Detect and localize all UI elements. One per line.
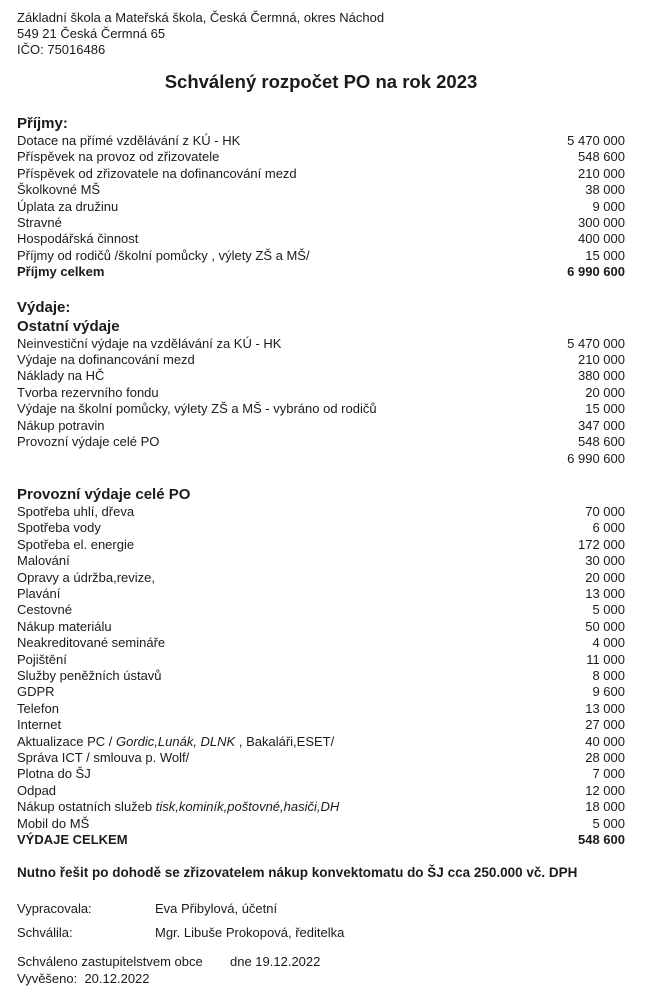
row-label: Spotřeba el. energie xyxy=(17,536,135,552)
row-value: 13 000 xyxy=(585,700,625,716)
row-value: 70 000 xyxy=(585,503,625,519)
posted-line: Vyvěšeno: 20.12.2022 xyxy=(17,970,150,986)
row-label: Opravy a údržba,revize, xyxy=(17,569,156,585)
row-label: Příspěvek na provoz od zřizovatele xyxy=(17,149,220,165)
row-value: 27 000 xyxy=(585,717,625,733)
row-label: Malování xyxy=(17,553,70,569)
row-value: 11 000 xyxy=(586,651,625,667)
row-value: 5 000 xyxy=(592,602,625,618)
row-label: Správa ICT / smlouva p. Wolf/ xyxy=(17,750,190,765)
row-label: Služby peněžních ústavů xyxy=(17,667,162,683)
row-value: 18 000 xyxy=(585,799,625,815)
row-value: 50 000 xyxy=(585,618,625,634)
org-name: Základní škola a Mateřská škola, Česká Čermná, okres Náchod xyxy=(17,10,385,25)
row-label: Hospodářská činnost xyxy=(17,231,139,247)
row-label: Odpad xyxy=(17,782,57,798)
budget-row xyxy=(17,701,625,717)
budget-row xyxy=(17,385,625,401)
row-label: Neakreditované semináře xyxy=(17,635,166,651)
row-label: VÝDAJE CELKEM xyxy=(17,832,128,848)
budget-row xyxy=(17,199,625,215)
row-value: 5 000 xyxy=(592,815,625,831)
row-value: 400 000 xyxy=(578,231,625,247)
budget-row xyxy=(17,684,625,700)
section-prijmy xyxy=(17,114,625,281)
row-value: 5 470 000 xyxy=(567,133,625,148)
row-label: Telefon xyxy=(17,700,59,716)
row-value: 548 600 xyxy=(578,434,625,450)
row-label: Úplata za družinu xyxy=(17,198,119,214)
row-label: Výdaje na dofinancování mezd xyxy=(17,352,195,368)
org-address: 549 21 Česká Čermná 65 xyxy=(17,26,166,41)
row-value: 9 600 xyxy=(592,684,625,700)
row-value: 300 000 xyxy=(578,215,625,231)
signatures xyxy=(17,901,625,941)
budget-row xyxy=(17,717,625,733)
row-value: 548 600 xyxy=(578,832,625,848)
row-value: 6 000 xyxy=(592,520,625,536)
row-value: 9 000 xyxy=(592,198,625,214)
row-label: Tvorba rezervního fondu xyxy=(17,384,159,400)
row-label: Příjmy celkem xyxy=(17,264,105,280)
budget-row xyxy=(17,635,625,651)
signature-name: Eva Přibylová, účetní xyxy=(155,901,278,917)
row-label-part: tisk,kominík,poštovné,hasiči,DH xyxy=(155,799,340,815)
org-header xyxy=(17,10,625,58)
row-value: 172 000 xyxy=(578,536,625,552)
signature-row xyxy=(17,901,625,917)
budget-row xyxy=(17,352,625,368)
budget-row xyxy=(17,537,625,553)
org-ico: IČO: 75016486 xyxy=(17,42,106,57)
row-label: Nákup materiálu xyxy=(17,618,112,634)
row-label: Pojištění xyxy=(17,651,67,667)
row-label: Cestovné xyxy=(17,602,72,618)
row-label xyxy=(17,799,339,815)
signature-name: Mgr. Libuše Prokopová, ředitelka xyxy=(155,925,345,941)
row-value: 210 000 xyxy=(578,165,625,181)
budget-row xyxy=(17,133,625,149)
row-value: 7 000 xyxy=(592,766,625,782)
budget-row xyxy=(17,368,625,384)
budget-row xyxy=(17,504,625,520)
budget-row xyxy=(17,750,625,766)
budget-row xyxy=(17,668,625,684)
row-label-part: Gordic,Lunák, DLNK xyxy=(116,733,236,749)
row-value: 20 000 xyxy=(585,384,625,400)
row-value: 12 000 xyxy=(585,782,625,798)
row-label: Spotřeba vody xyxy=(17,520,101,536)
row-value: 28 000 xyxy=(585,750,625,765)
approval-label: Schváleno zastupitelstvem obce xyxy=(17,954,203,970)
budget-row xyxy=(17,832,625,848)
budget-row xyxy=(17,799,625,815)
budget-row xyxy=(17,766,625,782)
row-label: Příspěvek od zřizovatele na dofinancování mezd xyxy=(17,165,297,181)
approval-block xyxy=(17,954,625,987)
budget-row xyxy=(17,336,625,352)
row-value: 30 000 xyxy=(585,553,625,569)
signature-label: Schválila: xyxy=(17,925,73,941)
row-label: Spotřeba uhlí, dřeva xyxy=(17,503,135,519)
row-label: Výdaje na školní pomůcky, výlety ZŠ a MŠ - vybráno od rodičů xyxy=(17,401,377,417)
row-value: 38 000 xyxy=(585,182,625,198)
row-label-part: Aktualizace PC / xyxy=(17,733,116,749)
row-label xyxy=(17,734,334,750)
signature-label: Vypracovala: xyxy=(17,901,92,917)
row-label: Nákup potravin xyxy=(17,417,105,433)
row-label: Příjmy od rodičů /školní pomůcky , výlety ZŠ a MŠ/ xyxy=(17,247,310,263)
row-label: Provozní výdaje celé PO xyxy=(17,434,160,450)
budget-row xyxy=(17,231,625,247)
section-provozni xyxy=(17,485,625,849)
row-label-part: , Bakaláři,ESET/ xyxy=(235,733,335,749)
budget-row xyxy=(17,215,625,231)
budget-row xyxy=(17,248,625,264)
signature-row xyxy=(17,925,625,941)
row-label-part: Nákup ostatních služeb xyxy=(17,799,156,815)
row-label: Stravné xyxy=(17,215,62,231)
budget-sections xyxy=(17,114,625,848)
row-value: 20 000 xyxy=(585,569,625,585)
budget-row xyxy=(17,619,625,635)
budget-row xyxy=(17,816,625,832)
row-label: Plavání xyxy=(17,585,61,601)
row-label: Dotace na přímé vzdělávání z KÚ - HK xyxy=(17,133,241,148)
row-value: 6 990 600 xyxy=(567,264,625,280)
budget-row xyxy=(17,570,625,586)
budget-row xyxy=(17,553,625,569)
budget-row xyxy=(17,401,625,417)
row-label: Neinvestiční výdaje na vzdělávání za KÚ - HK xyxy=(17,335,282,351)
budget-row xyxy=(17,182,625,198)
budget-row xyxy=(17,520,625,536)
row-value: 5 470 000 xyxy=(567,335,625,351)
row-value: 4 000 xyxy=(592,635,625,651)
row-value: 13 000 xyxy=(585,585,625,601)
budget-row xyxy=(17,586,625,602)
row-label: Internet xyxy=(17,717,62,733)
row-label: Plotna do ŠJ xyxy=(17,766,91,782)
budget-row xyxy=(17,783,625,799)
section-vydaje xyxy=(17,298,625,467)
row-value: 40 000 xyxy=(585,733,625,749)
page-title: Schválený rozpočet PO na rok 2023 xyxy=(164,71,478,92)
row-value: 8 000 xyxy=(592,667,625,683)
approval-line xyxy=(17,954,625,971)
budget-row xyxy=(17,166,625,182)
budget-row xyxy=(17,418,625,434)
budget-row xyxy=(17,149,625,165)
row-value: 6 990 600 xyxy=(567,450,625,466)
row-label: Školkovné MŠ xyxy=(17,182,101,198)
section-heading-vydaje-1: Ostatní výdaje xyxy=(17,317,120,335)
row-value: 347 000 xyxy=(578,417,625,433)
budget-row xyxy=(17,451,625,467)
row-value: 380 000 xyxy=(578,368,625,384)
section-heading-prijmy-0: Příjmy: xyxy=(17,115,68,132)
note-text: Nutno řešit po dohodě se zřizovatelem nákup konvektomatu do ŠJ cca 250.000 vč. DPH xyxy=(17,865,578,881)
row-label: Mobil do MŠ xyxy=(17,815,90,831)
row-value: 548 600 xyxy=(578,149,625,165)
row-label: GDPR xyxy=(17,684,55,700)
budget-row xyxy=(17,734,625,750)
budget-row xyxy=(17,652,625,668)
row-value: 15 000 xyxy=(585,247,625,263)
row-value: 15 000 xyxy=(585,401,625,417)
section-heading-provozni-0: Provozní výdaje celé PO xyxy=(17,485,191,503)
budget-row xyxy=(17,434,625,450)
budget-row xyxy=(17,264,625,280)
approval-date: dne 19.12.2022 xyxy=(230,954,321,970)
budget-row xyxy=(17,602,625,618)
section-heading-vydaje-0: Výdaje: xyxy=(17,298,71,316)
row-value: 210 000 xyxy=(578,352,625,368)
row-label: Náklady na HČ xyxy=(17,368,105,384)
